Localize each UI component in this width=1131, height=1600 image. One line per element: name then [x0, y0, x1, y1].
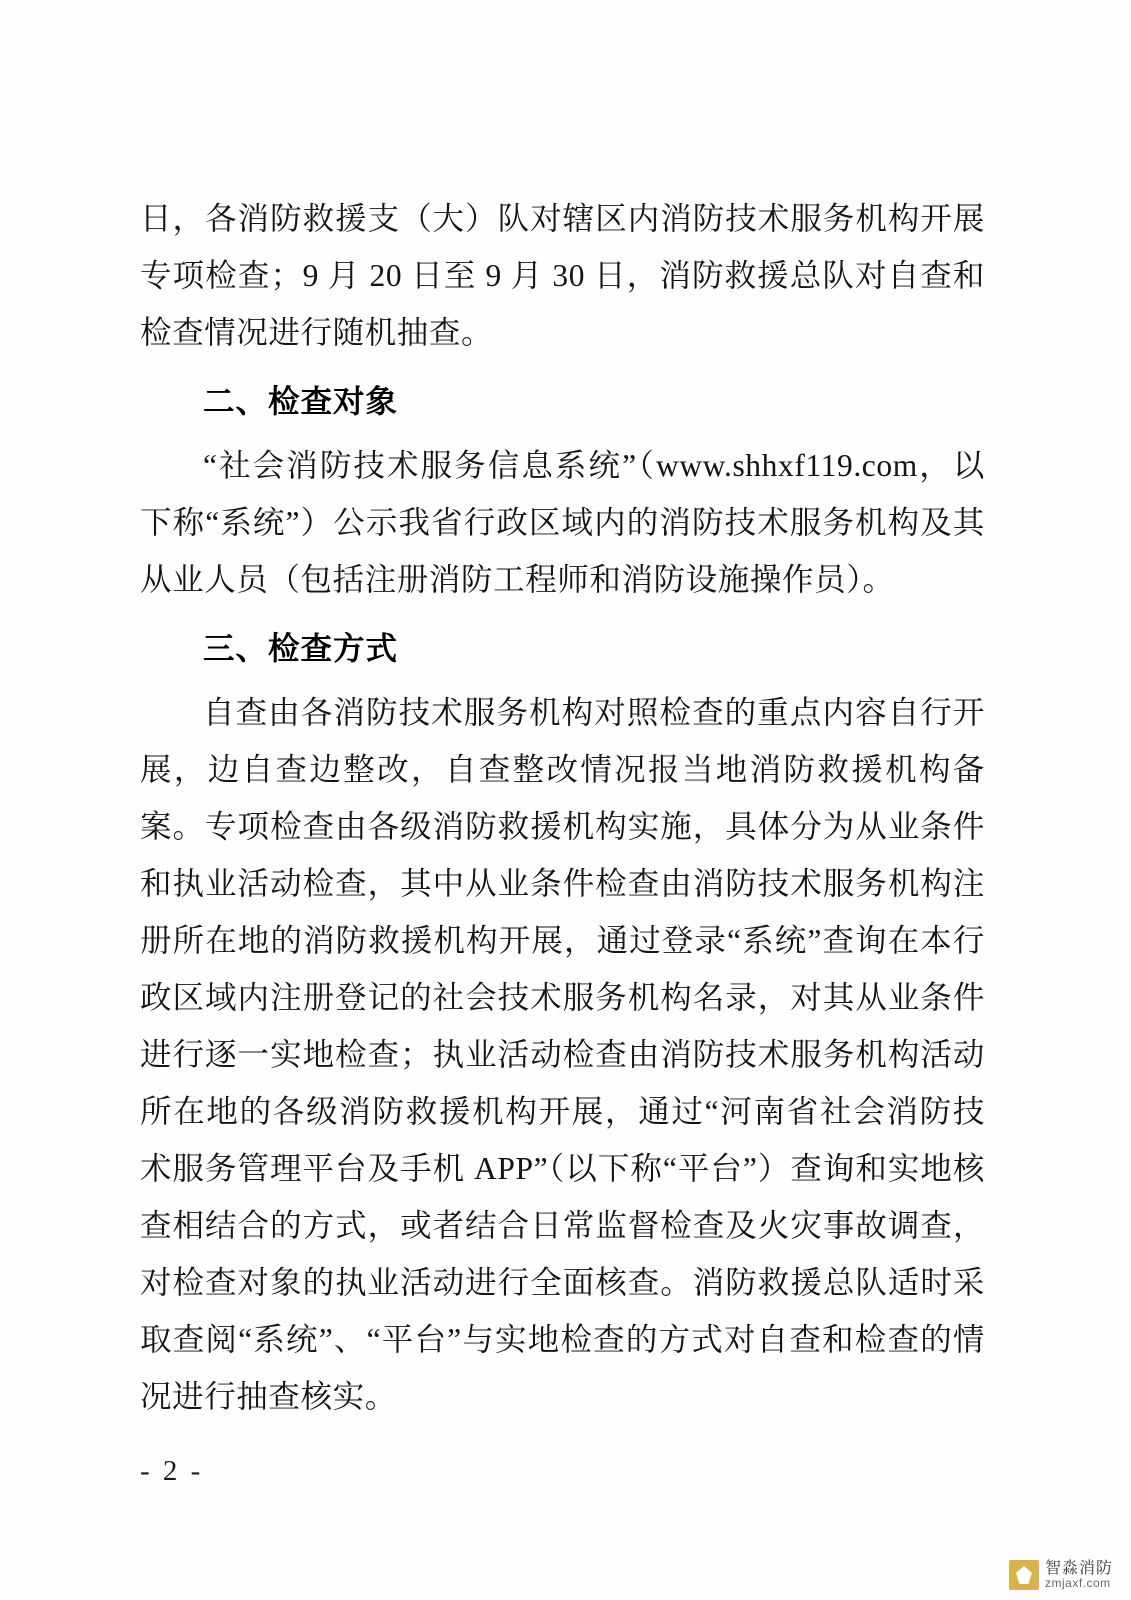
flame-shield-icon — [1009, 1560, 1039, 1590]
paragraph-continued: 日，各消防救援支（大）队对辖区内消防技术服务机构开展专项检查；9 月 20 日至 9 月 30 日，消防救援总队对自查和检查情况进行随机抽查。 — [140, 201, 985, 350]
watermark-text — [1045, 1560, 1113, 1589]
heading-section-three: 三、检查方式 — [203, 631, 399, 667]
watermark — [1009, 1560, 1113, 1590]
heading-section-two: 二、检查对象 — [203, 384, 399, 420]
paragraph-section-two-body: “社会消防技术服务信息系统”（www.shhxf119.com，以下称“系统”）公示我省行政区域内的消防技术服务机构及其从业人员（包括注册消防工程师和消防设施操作员）。 — [140, 448, 985, 597]
paragraph-section-three-body: 自查由各消防技术服务机构对照检查的重点内容自行开展，边自查边整改，自查整改情况报当地消防救援机构备案。专项检查由各级消防救援机构实施，具体分为从业条件和执业活动检查，其中从业条件检查由消防技术服务机构注册所在地的消防救援机构开展，通过登录“系统”查询在本行政区域内注册登记的社会技术服务机构名录，对其从业条件进行逐一实地检查；执业活动检查由消防技术服务机构活动所在地的各级消防救援机构开展，通过“河南省社会消防技术服务管理平台及手机 APP”（以下称“平台”）查询和实地核查相结合的方式，或者结合日常监督检查及火灾事故调查，对检查对象的执业活动进行全面核查。消防救援总队适时采取查阅“系统”、“平台”与实地检查的方式对自查和检查的情况进行抽查核实。 — [140, 695, 985, 1414]
document-body — [140, 190, 985, 1425]
watermark-brand: 智淼消防 — [1044, 1558, 1113, 1578]
page-number: - 2 - — [140, 1455, 204, 1487]
watermark-site: zmjaxf.com — [1044, 1576, 1111, 1591]
